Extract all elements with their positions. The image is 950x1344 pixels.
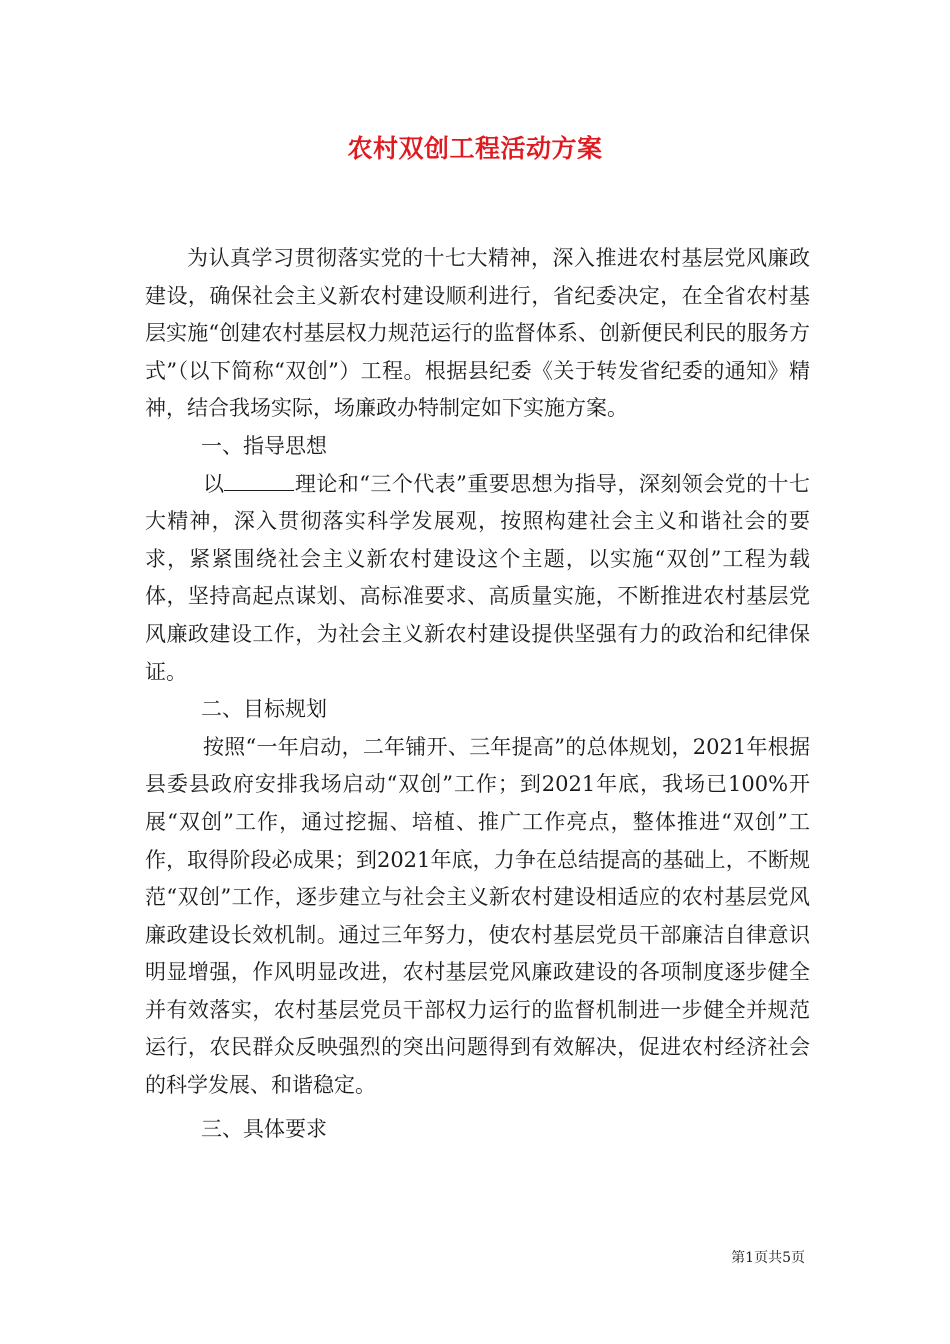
- intro-paragraph: 为认真学习贯彻落实党的十七大精神，深入推进农村基层党风廉政建设，确保社会主义新农村建设顺利进行，省纪委决定，在全省农村基层实施“创建农村基层权力规范运行的监督体系、创新便民利民的服务方式”（以下简称“双创”）工程。根据县纪委《关于转发省纪委的通知》精神，结合我场实际，场廉政办特制定如下实施方案。: [145, 246, 810, 421]
- document-body: [145, 240, 810, 1148]
- section-heading-specific-requirements: 三、具体要求: [201, 1116, 327, 1141]
- section-heading-guiding-ideology: 一、指导思想: [201, 433, 327, 458]
- page-number-indicator: 第1页共5页: [731, 1250, 805, 1266]
- document-title: 农村双创工程活动方案: [347, 134, 603, 163]
- blank-underline: [224, 470, 294, 491]
- section-heading-target-plan: 二、目标规划: [201, 697, 327, 722]
- guiding-ideology-lead: 以: [203, 471, 225, 496]
- guiding-ideology-paragraph: [145, 466, 810, 692]
- guiding-ideology-text: 理论和“三个代表”重要思想为指导，深刻领会党的十七大精神，深入贯彻落实科学发展观，按照构建社会主义和谐社会的要求，紧紧围绕社会主义新农村建设这个主题，以实施“双创”工程为载体，坚持高起点谋划、高标准要求、高质量实施，不断推进农村基层党风廉政建设工作，为社会主义新农村建设提供坚强有力的政治和纪律保证。: [145, 471, 810, 684]
- target-plan-paragraph: 按照“一年启动，二年铺开、三年提高”的总体规划，2021年根据县委县政府安排我场启动“双创”工作；到2021年底，我场已100%开展“双创”工作，通过挖掘、培植、推广工作亮点，整体推进“双创”工作，取得阶段必成果；到2021年底，力争在总结提高的基础上，不断规范“双创”工作，逐步建立与社会主义新农村建设相适应的农村基层党风廉政建设长效机制。通过三年努力，使农村基层党员干部廉洁自律意识明显增强，作风明显改进，农村基层党风廉政建设的各项制度逐步健全并有效落实，农村基层党员干部权力运行的监督机制进一步健全并规范运行，农民群众反映强烈的突出问题得到有效解决，促进农村经济社会的科学发展、和谐稳定。: [145, 734, 810, 1098]
